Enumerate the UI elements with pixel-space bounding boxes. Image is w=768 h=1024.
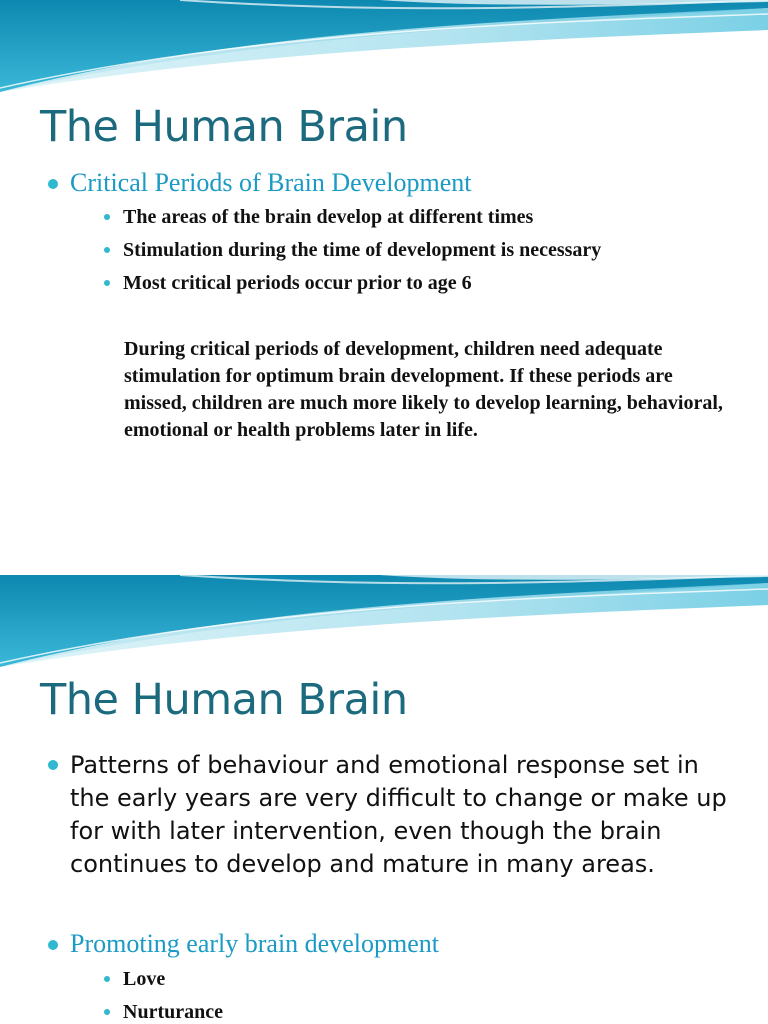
sub-bullet: Stimulation during the time of development is necessary [101, 234, 601, 267]
sub-bullet-list [101, 201, 601, 300]
slide-title: The Human Brain [40, 675, 408, 725]
main-bullet-text: Patterns of behaviour and emotional response set in the early years are very difficult to change or make up for with later intervention, even though the brain continues to develop and mature in many areas. [70, 751, 727, 878]
main-bullet [48, 749, 730, 881]
main-bullet-text: Promoting early brain development [70, 929, 439, 958]
slide-title: The Human Brain [40, 102, 408, 152]
slide-2 [0, 575, 768, 1024]
sub-bullet-list [101, 963, 223, 1024]
wave-header-graphic [0, 575, 768, 667]
sub-bullet: Most critical periods occur prior to age 6 [101, 267, 601, 300]
wave-header-graphic [0, 0, 768, 92]
main-bullet [48, 929, 439, 959]
sub-bullet: Nurturance [101, 996, 223, 1024]
sub-bullet: The areas of the brain develop at different times [101, 201, 601, 234]
body-paragraph: During critical periods of development, children need adequate stimulation for optimum brain development. If these periods are missed, children are much more likely to develop learning, behavioral, emotional or health problems later in life. [124, 338, 723, 441]
main-bullet-text: Critical Periods of Brain Development [70, 168, 472, 197]
main-bullet [48, 168, 471, 198]
sub-bullet: Love [101, 963, 223, 996]
